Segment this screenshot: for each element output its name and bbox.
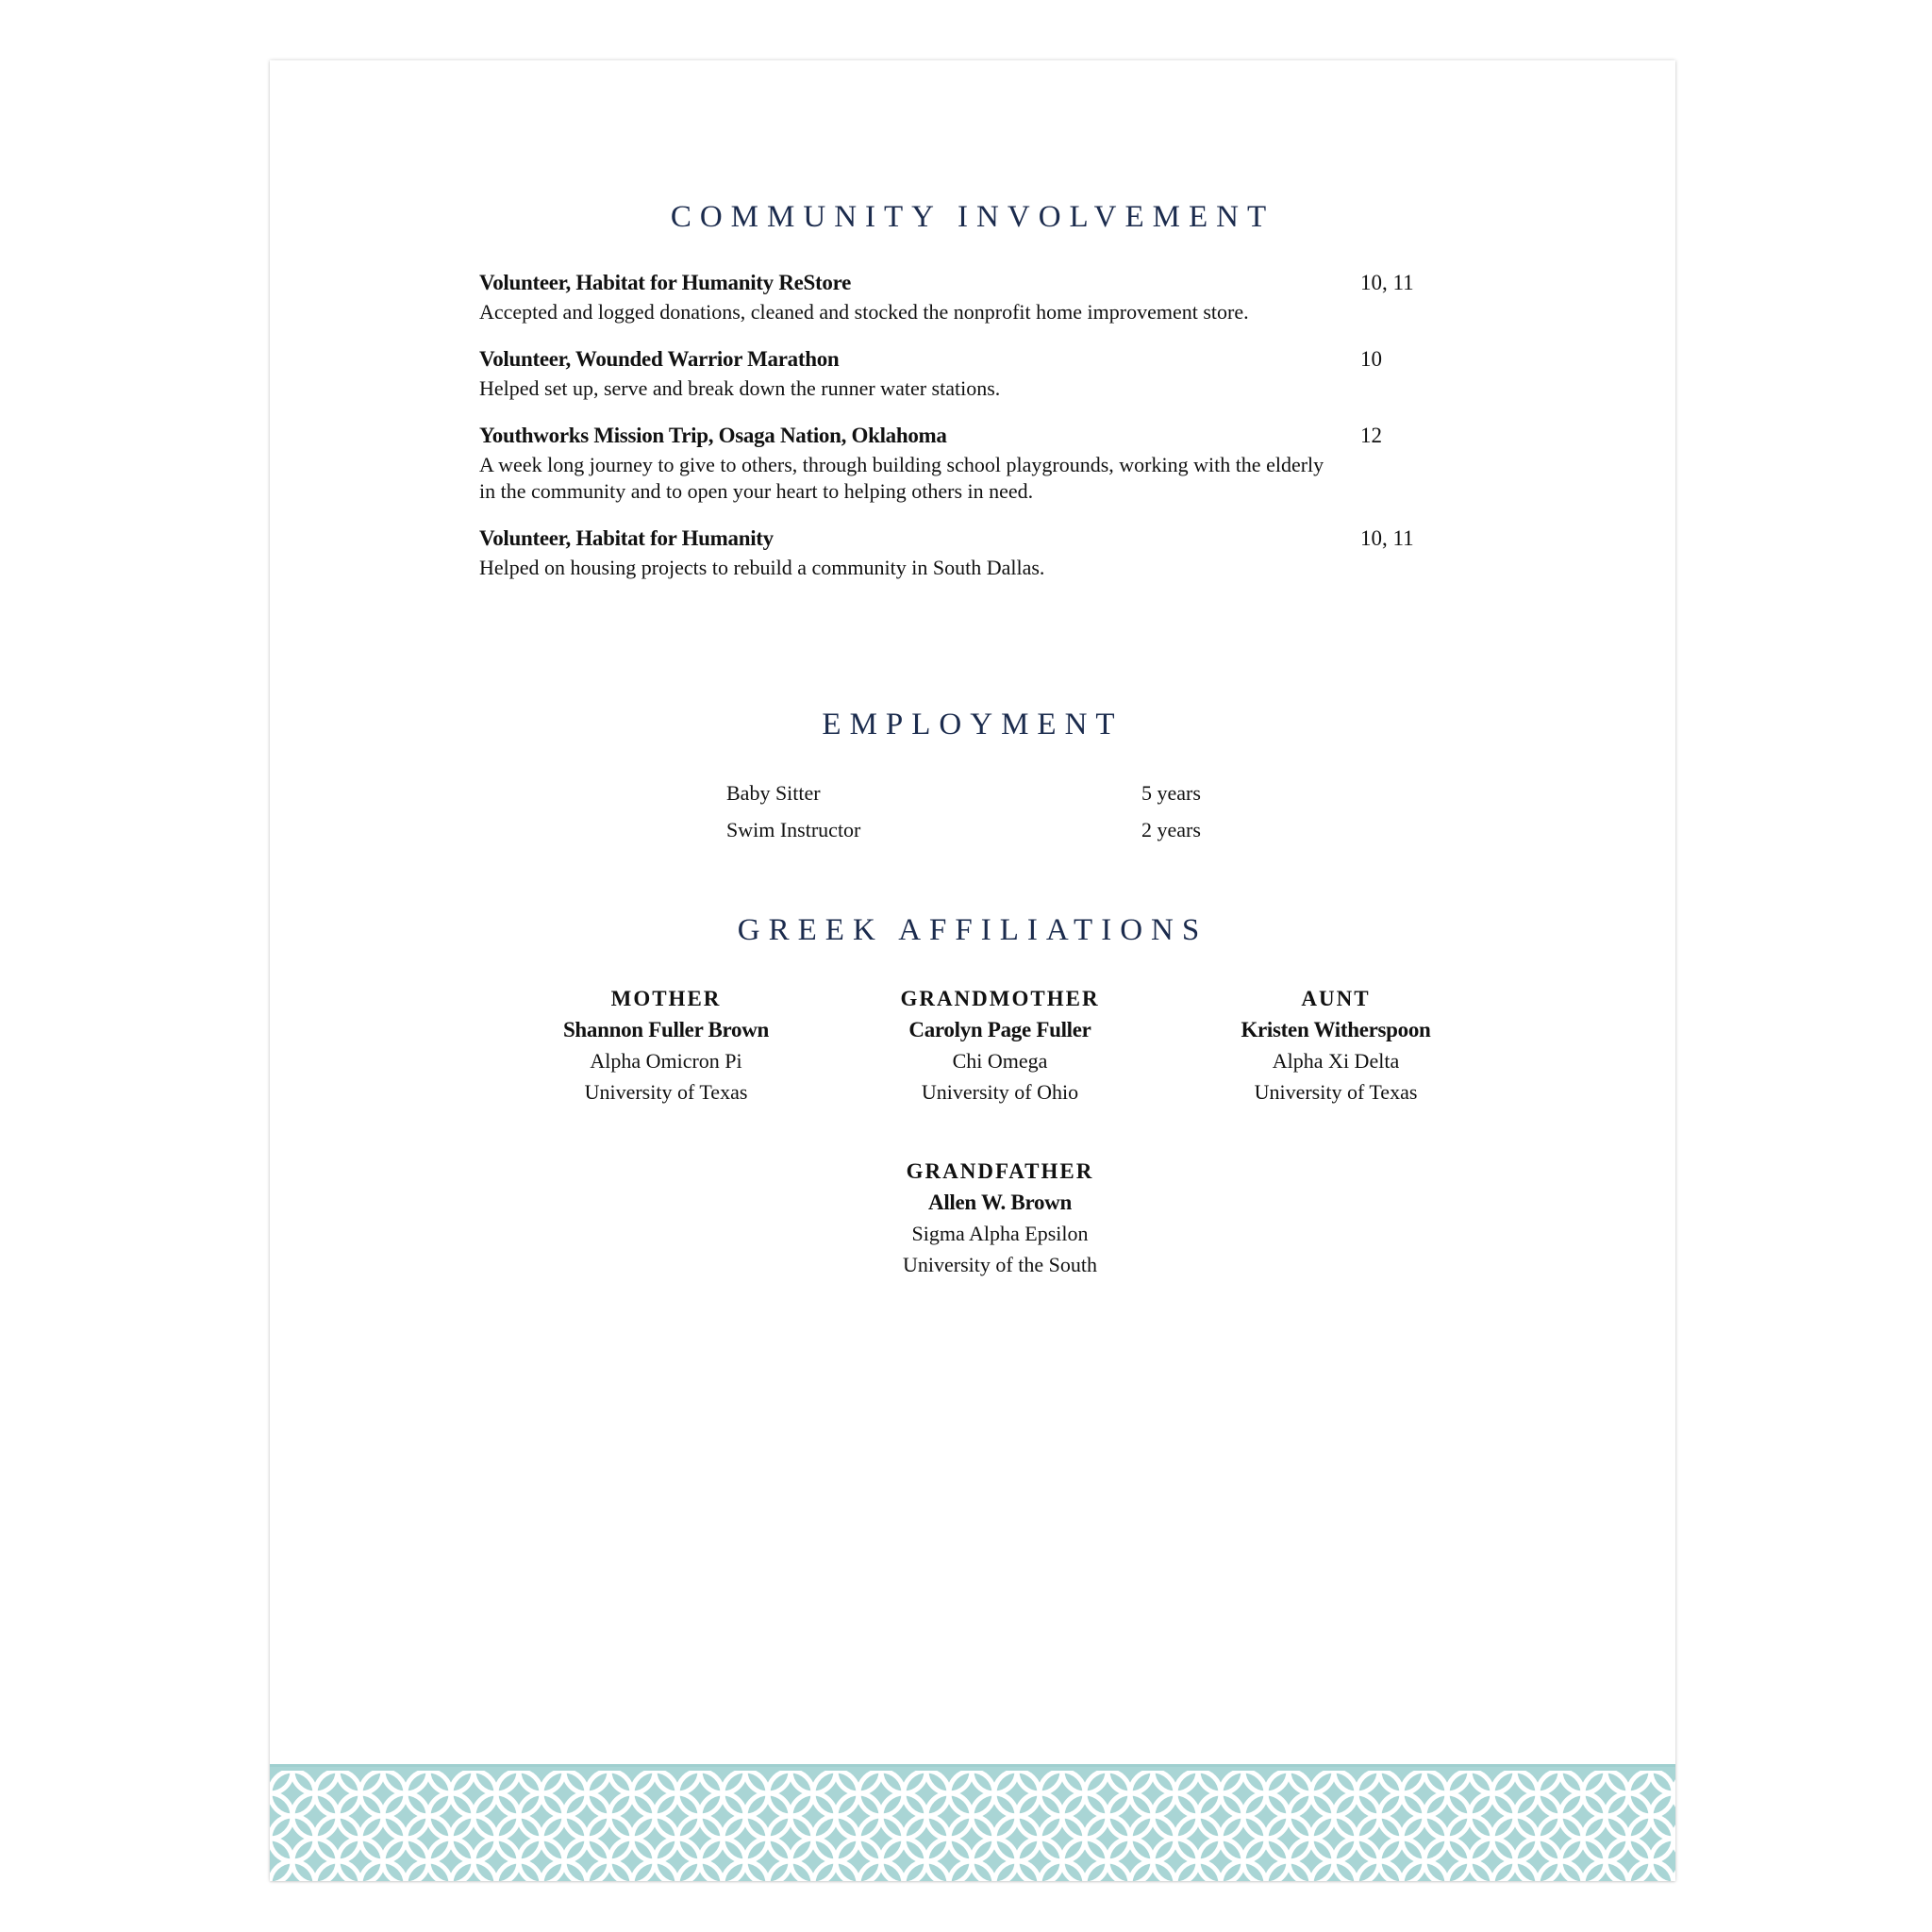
activity-description: Accepted and logged donations, cleaned and stocked the nonprofit home improvement store. xyxy=(479,300,1249,324)
activity-description: A week long journey to give to others, through building school playgrounds, working with the elderly in the community and to open your heart to helping others in need. xyxy=(479,453,1324,503)
relative-name: Kristen Witherspoon xyxy=(1241,1018,1431,1041)
list-item xyxy=(479,268,1423,325)
sorority-name: Alpha Xi Delta xyxy=(1272,1049,1400,1073)
relation-label: GRANDMOTHER xyxy=(900,987,1100,1010)
relation-label: GRANDFATHER xyxy=(906,1159,1094,1183)
greek-affiliations-heading: GREEK AFFILIATIONS xyxy=(737,913,1208,947)
relation-label: MOTHER xyxy=(610,987,722,1010)
decorative-footer-band xyxy=(270,1764,1675,1881)
activity-description: Helped on housing projects to rebuild a community in South Dallas. xyxy=(479,556,1045,579)
sorority-name: Alpha Omicron Pi xyxy=(590,1049,742,1073)
job-title: Swim Instructor xyxy=(726,818,861,841)
activity-title: Volunteer, Habitat for Humanity ReStore xyxy=(479,271,851,294)
affiliation-aunt xyxy=(1194,983,1477,1108)
activity-grades: 10, 11 xyxy=(1360,271,1414,294)
activity-grades: 12 xyxy=(1360,424,1382,447)
university-name: University of Ohio xyxy=(921,1080,1079,1104)
list-item xyxy=(479,421,1423,505)
table-row xyxy=(726,774,1255,811)
affiliation-grandfather xyxy=(858,1156,1141,1280)
activity-title: Youthworks Mission Trip, Osaga Nation, Oklahoma xyxy=(479,424,947,447)
circle-lattice-pattern xyxy=(270,1771,1675,1881)
activity-title: Volunteer, Habitat for Humanity xyxy=(479,526,774,550)
relative-name: Carolyn Page Fuller xyxy=(908,1018,1091,1041)
community-involvement-heading: COMMUNITY INVOLVEMENT xyxy=(670,200,1275,234)
activity-title: Volunteer, Wounded Warrior Marathon xyxy=(479,347,840,371)
employment-heading: EMPLOYMENT xyxy=(822,708,1124,741)
fraternity-name: Sigma Alpha Epsilon xyxy=(911,1222,1089,1245)
sorority-name: Chi Omega xyxy=(952,1049,1048,1073)
affiliation-mother xyxy=(525,983,808,1108)
activity-description: Helped set up, serve and break down the runner water stations. xyxy=(479,376,1001,400)
activity-grades: 10 xyxy=(1360,347,1382,371)
job-title: Baby Sitter xyxy=(726,781,821,805)
relation-label: AUNT xyxy=(1301,987,1371,1010)
relative-name: Shannon Fuller Brown xyxy=(562,1018,770,1041)
community-involvement-list xyxy=(479,268,1423,600)
list-item xyxy=(479,344,1423,402)
university-name: University of Texas xyxy=(584,1080,748,1104)
list-item xyxy=(479,524,1423,581)
employment-table xyxy=(726,774,1255,848)
job-duration: 2 years xyxy=(1141,818,1201,841)
table-row xyxy=(726,811,1255,848)
relative-name: Allen W. Brown xyxy=(928,1191,1072,1214)
university-name: University of Texas xyxy=(1254,1080,1418,1104)
activity-grades: 10, 11 xyxy=(1360,526,1414,550)
university-name: University of the South xyxy=(903,1253,1097,1276)
affiliation-grandmother xyxy=(858,983,1141,1108)
job-duration: 5 years xyxy=(1141,781,1201,805)
resume-page xyxy=(270,60,1675,1881)
